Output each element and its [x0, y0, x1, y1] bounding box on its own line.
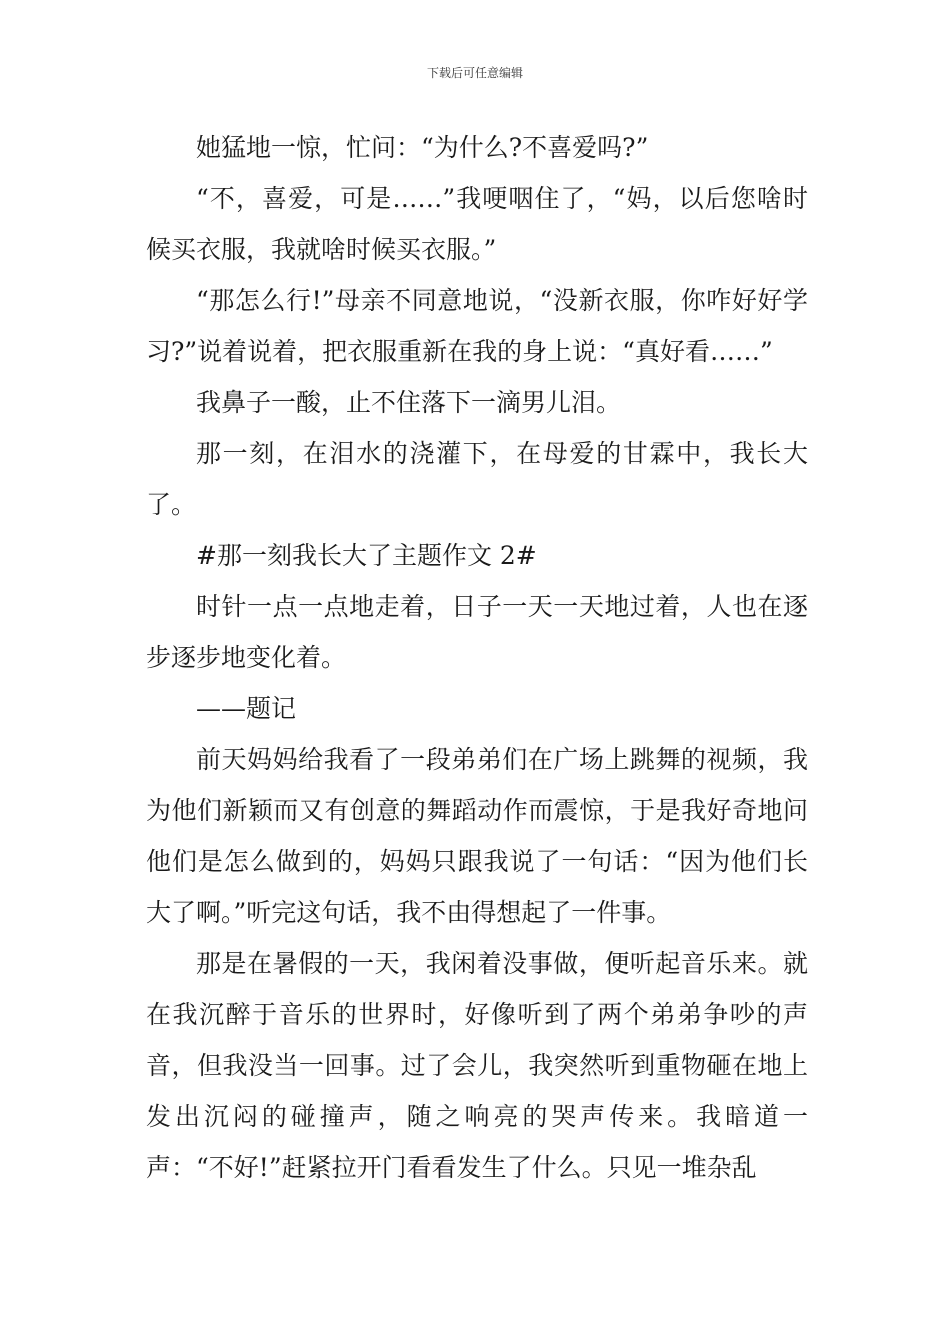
paragraph: 时针一点一点地走着，日子一天一天地过着，人也在逐步逐步地变化着。	[146, 592, 808, 672]
paragraph: “不，喜爱，可是……”我哽咽住了，“妈，以后您啥时候买衣服，我就啥时候买衣服。”	[146, 184, 808, 264]
paragraph: 那一刻，在泪水的浇灌下，在母爱的甘霖中，我长大了。	[146, 439, 808, 519]
document-body	[146, 122, 808, 1193]
paragraph: 前天妈妈给我看了一段弟弟们在广场上跳舞的视频，我为他们新颖而又有创意的舞蹈动作而震惊，于是我好奇地问他们是怎么做到的，妈妈只跟我说了一句话：“因为他们长大了啊。”听完这句话，我不由得想起了一件事。	[146, 745, 808, 927]
paragraph: “那怎么行!”母亲不同意地说，“没新衣服，你咋好好学习?”说着说着，把衣服重新在我的身上说：“真好看……”	[146, 286, 808, 366]
section-heading: #那一刻我长大了主题作文 2#	[196, 541, 537, 570]
page-header: 下载后可任意编辑	[426, 66, 523, 80]
epigraph-label: ——题记	[196, 694, 297, 723]
paragraph: 那是在暑假的一天，我闲着没事做，便听起音乐来。就在我沉醉于音乐的世界时，好像听到了两个弟弟争吵的声音，但我没当一回事。过了会儿，我突然听到重物砸在地上发出沉闷的碰撞声，随之响亮的哭声传来。我暗道一声：“不好!”赶紧拉开门看看发生了什么。只见一堆杂乱	[146, 949, 808, 1182]
paragraph: 我鼻子一酸，止不住落下一滴男儿泪。	[196, 388, 622, 417]
paragraph: 她猛地一惊，忙问：“为什么?不喜爱吗?”	[196, 133, 649, 162]
